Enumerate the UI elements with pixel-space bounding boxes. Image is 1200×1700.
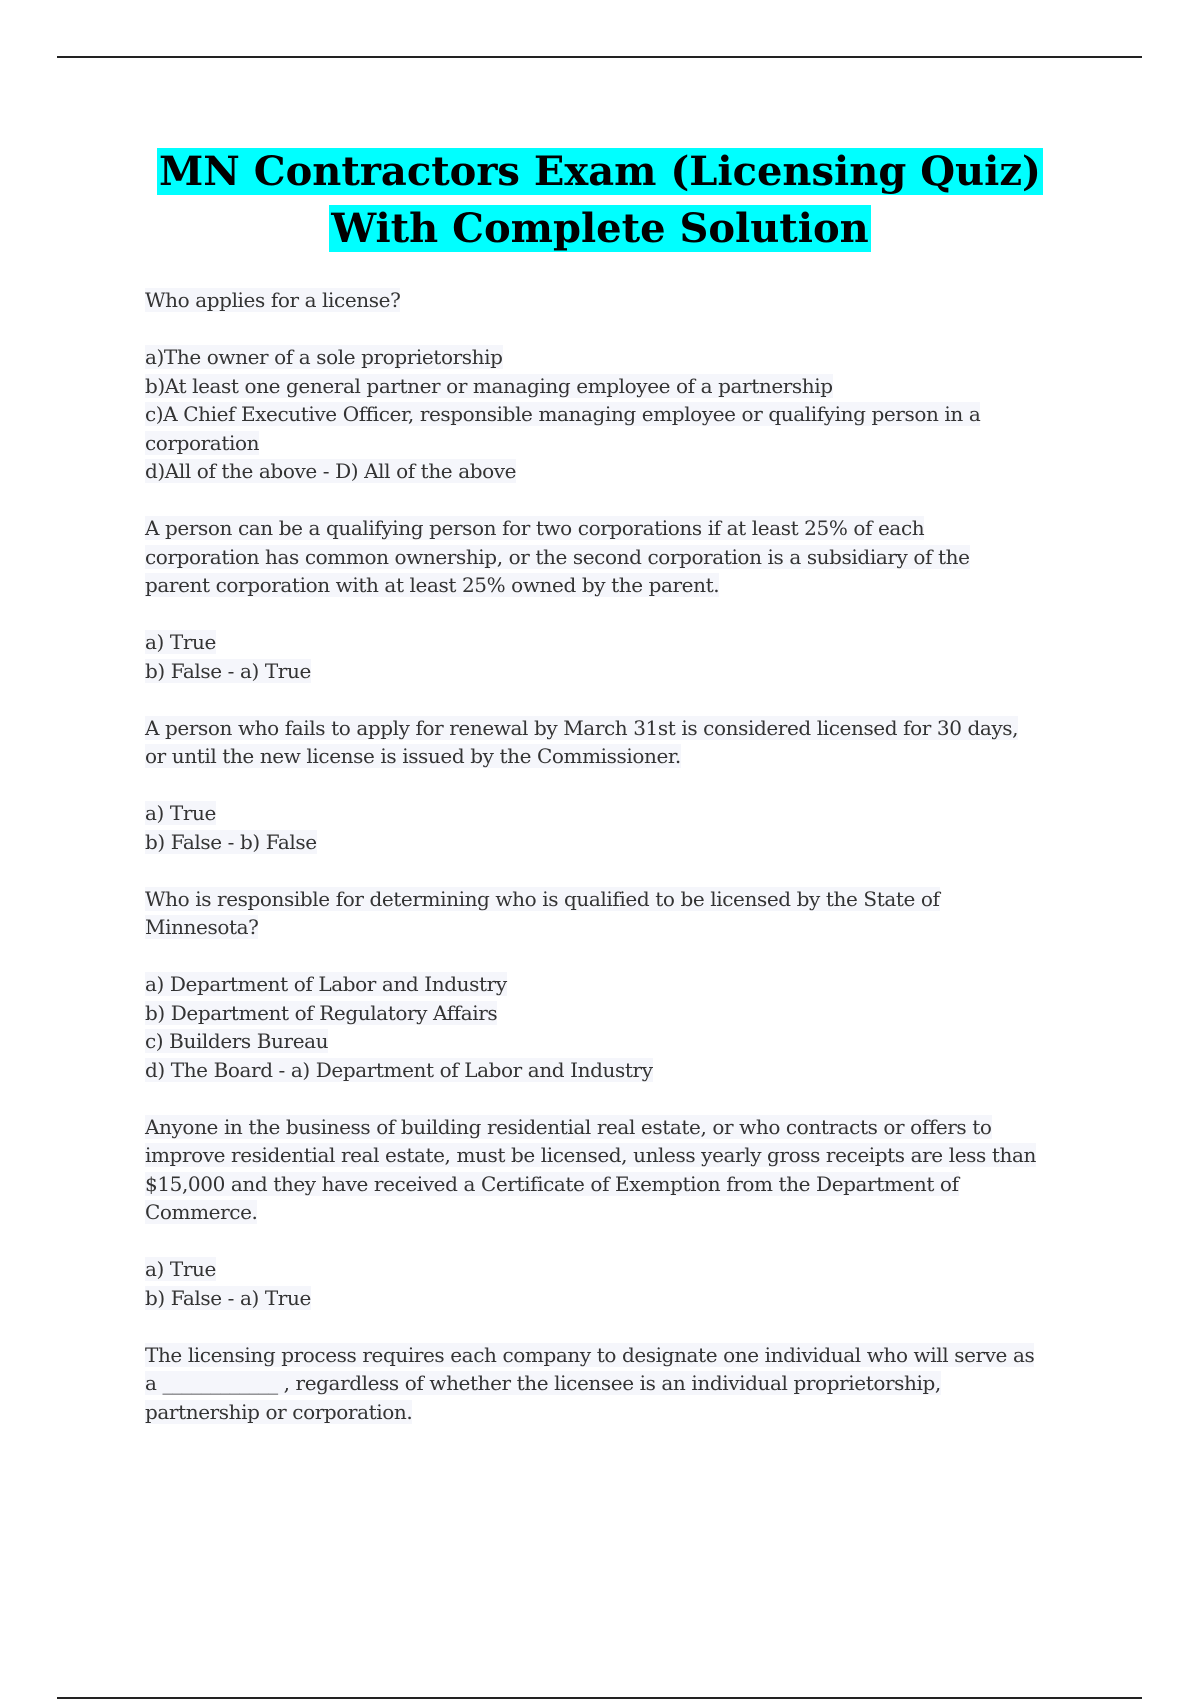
footer-rule: [57, 1697, 1142, 1699]
question-line: Commerce.: [145, 1200, 258, 1224]
header-rule: [57, 56, 1142, 58]
option-line: b) False - a) True: [145, 1285, 311, 1310]
question-line: Who applies for a license?: [145, 288, 401, 312]
document-title: [0, 143, 1200, 257]
question-line: a ____________ , regardless of whether the licensee is an individual proprietorship,: [145, 1371, 941, 1395]
question-text: [145, 514, 1075, 600]
title-line-1: MN Contractors Exam (Licensing Quiz): [159, 148, 1041, 195]
question-line: Who is responsible for determining who is qualified to be licensed by the State of: [145, 886, 940, 911]
option-line: c) Builders Bureau: [145, 1029, 329, 1053]
option-line: a) Department of Labor and Industry: [145, 972, 507, 996]
question-list: [145, 286, 1075, 1426]
question-text: [145, 714, 1075, 771]
question-line: corporation has common ownership, or the second corporation is a subsidiary of the: [145, 544, 970, 569]
option-line: a) True: [145, 1257, 216, 1281]
option-line: d)All of the above - D) All of the above: [145, 459, 517, 483]
option-line: a) True: [145, 630, 216, 654]
question-line: improve residential real estate, must be licensed, unless yearly gross receipts are less than: [145, 1143, 1036, 1167]
answer-options: [145, 628, 1075, 685]
question-text: [145, 286, 1075, 315]
option-line: b) False - b) False: [145, 829, 317, 854]
option-line: b) False - a) True: [145, 658, 311, 683]
answer-options: [145, 1255, 1075, 1312]
answer-options: [145, 799, 1075, 856]
option-line: b) Department of Regulatory Affairs: [145, 1000, 498, 1025]
question-line: Minnesota?: [145, 915, 259, 939]
title-line-2: With Complete Solution: [331, 205, 869, 252]
answer-options: [145, 970, 1075, 1084]
option-line: c)A Chief Executive Officer, responsible managing employee or qualifying person in a: [145, 402, 981, 426]
question-line: A person who fails to apply for renewal by March 31st is considered licensed for 30 days,: [145, 715, 1019, 740]
question-line: or until the new license is issued by the Commissioner.: [145, 744, 681, 768]
answer-options: [145, 343, 1075, 486]
question-line: $15,000 and they have received a Certificate of Exemption from the Department of: [145, 1171, 959, 1196]
question-line: A person can be a qualifying person for two corporations if at least 25% of each: [145, 516, 925, 540]
question-line: The licensing process requires each company to designate one individual who will serve as: [145, 1342, 1035, 1367]
option-line: a)The owner of a sole proprietorship: [145, 345, 503, 369]
option-line: b)At least one general partner or managing employee of a partnership: [145, 373, 833, 398]
option-line: corporation: [145, 430, 260, 455]
question-line: parent corporation with at least 25% owned by the parent.: [145, 573, 720, 597]
question-line: partnership or corporation.: [145, 1399, 413, 1424]
question-line: Anyone in the business of building residential real estate, or who contracts or offers to: [145, 1114, 992, 1139]
question-text: [145, 1341, 1075, 1427]
option-line: a) True: [145, 801, 216, 825]
option-line: d) The Board - a) Department of Labor and Industry: [145, 1057, 653, 1082]
question-text: [145, 1113, 1075, 1227]
question-text: [145, 885, 1075, 942]
